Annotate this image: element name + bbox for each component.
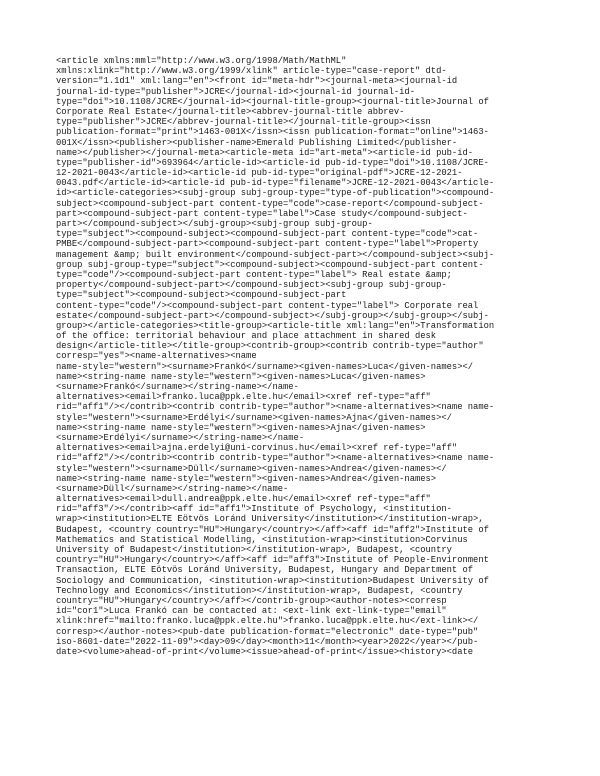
- xml-text-line: Sociology and Communication, <institution-wrap><institution>Budapest University of: [56, 575, 489, 586]
- xml-text-line: type="code"/><compound-subject-part content-type="label"> Real estate &amp;: [56, 269, 452, 280]
- xml-text-line: alternatives><email>ajna.erdelyi@uni-corvinus.hu</email><xref ref-type="aff": [56, 443, 458, 454]
- xml-text-line: id><article-categories><subj-group subj-group-type="type-of-publication"><compound-: [56, 188, 495, 199]
- xml-text-line: part></compound-subject></subj-group><subj-group subj-group-: [56, 219, 373, 229]
- xml-text-line: 12-2021-0043</article-id><article-id pub-id-type="original-pdf">JCRE-12-2021-: [56, 168, 463, 179]
- xml-text-line: content-type="code"/><compound-subject-part content-type="label"> Corporate real: [56, 300, 479, 311]
- xml-text-line: University of Budapest</institution></institution-wrap>, Budapest, <country: [56, 545, 452, 555]
- xml-text-line: style="western"><surname>Erdélyi</surname><given-names>Ajna</given-names></: [56, 412, 452, 423]
- xml-text-line: <article xmlns:mml="http://www.w3.org/1998/Math/MathML": [56, 56, 347, 66]
- xml-text-line: Corporate Real Estate</journal-title><abbrev-journal-title abbrev-: [56, 106, 405, 117]
- xml-text-line: part><compound-subject-part content-type="label">Case study</compound-subject-: [56, 208, 468, 219]
- xml-text-line: property</compound-subject-part></compound-subject><subj-group subj-group-: [56, 280, 447, 291]
- xml-text-line: journal-id-type="publisher">JCRE</journal-id><journal-id journal-id-: [56, 86, 415, 97]
- xml-text-line: type="publisher-id">693964</article-id><article-id pub-id-type="doi">10.1108/JCRE-: [56, 157, 489, 168]
- xml-text-line: xlink:href="mailto:franko.luca@ppk.elte.hu">franko.luca@ppk.elte.hu</ext-link></: [56, 616, 479, 627]
- xml-text-line: design</article-title></title-group><contrib-group><contrib contrib-type="author": [56, 341, 484, 352]
- xml-text-line: publication-format="print">1463-001X</issn><issn publication-format="online">1463-: [56, 127, 489, 138]
- xml-text-line: name><string-name name-style="western"><given-names>Andrea</given-names>: [56, 473, 437, 484]
- xml-text-line: iso-8601-date="2022-11-09"><day>09</day><month>11</month><year>2022</year></pub-: [56, 636, 479, 647]
- xml-text-line: 0043.pdf</article-id><article-id pub-id-type="filename">JCRE-12-2021-0043</article-: [56, 178, 495, 189]
- xml-text-line: <surname>Erdélyi</surname></string-name></name-: [56, 432, 305, 443]
- xml-text-line: PMBE</compound-subject-part><compound-subject-part content-type="label">Property: [56, 239, 479, 250]
- xml-text-line: Transaction, ELTE Eötvös Loránd University, Budapest, Hungary and Department of: [56, 565, 474, 576]
- xml-text-line: alternatives><email>franko.luca@ppk.elte.hu</email><xref ref-type="aff": [56, 392, 431, 403]
- xml-text-line: name></publisher></journal-meta><article-meta id="art-meta"><article-id pub-id-: [56, 147, 474, 158]
- xml-text-line: management &amp; built environment</compound-subject-part></compound-subject><subj-: [56, 249, 495, 260]
- xml-text-line: group subj-group-type="subject"><compound-subject><compound-subject-part content-: [56, 259, 484, 270]
- xml-text-line: type="subject"><compound-subject><compound-subject-part content-type="code">cat-: [56, 229, 479, 240]
- xml-text-line: Technology and Economics</institution></institution-wrap>, Budapest, <country: [56, 585, 463, 596]
- xml-text-line: of the office: territorial behaviour and place attachment in shared desk: [56, 331, 437, 342]
- xml-text-line: id="cor1">Luca Frankó can be contacted at: <ext-link ext-link-type="email": [56, 606, 447, 617]
- xml-text-line: <surname>Düll</surname></string-name></name-: [56, 483, 289, 494]
- xml-text-line: 001X</issn><publisher><publisher-name>Emerald Publishing Limited</publisher-: [56, 137, 458, 148]
- xml-text-line: rid="aff3"/></contrib><aff id="aff1">Institute of Psychology, <institution-: [56, 504, 452, 515]
- xml-text-line: wrap><institution>ELTE Eötvös Loránd University</institution></institution-wrap>,: [56, 514, 484, 525]
- xml-text-line: alternatives><email>dull.andrea@ppk.elte.hu</email><xref ref-type="aff": [56, 494, 431, 505]
- xml-text-line: xmlns:xlink="http://www.w3.org/1999/xlink" article-type="case-report" dtd-: [56, 66, 447, 77]
- xml-text-line: version="1.1d1" xml:lang="en"><front id="meta-hdr"><journal-meta><journal-id: [56, 76, 458, 87]
- xml-text-line: country="HU">Hungary</country></aff></contrib-group><author-notes><corresp: [56, 595, 447, 606]
- xml-text-line: Budapest, <country country="HU">Hungary</country></aff><aff id="aff2">Institute of: [56, 524, 489, 535]
- xml-text-line: name><string-name name-style="western"><given-names>Luca</given-names>: [56, 371, 426, 382]
- xml-text-line: name-style="western"><surname>Frankó</surname><given-names>Luca</given-names></: [56, 361, 474, 372]
- xml-text-line: country="HU">Hungary</country></aff><aff id="aff3">Institute of People-Environment: [56, 555, 489, 566]
- xml-text-line: name><string-name name-style="western"><given-names>Ajna</given-names>: [56, 422, 426, 433]
- xml-text-line: type="subject"><compound-subject><compound-subject-part: [56, 290, 347, 301]
- xml-text-line: style="western"><surname>Düll</surname><given-names>Andrea</given-names></: [56, 463, 447, 474]
- xml-text-line: date><volume>ahead-of-print</volume><issue>ahead-of-print</issue><history><date: [56, 646, 474, 657]
- xml-text-line: type="publisher">JCRE</abbrev-journal-title></journal-title-group><issn: [56, 117, 431, 128]
- xml-text-line: group></article-categories><title-group><article-title xml:lang="en">Transformation: [56, 320, 495, 331]
- xml-text-line: rid="aff1"/></contrib><contrib contrib-type="author"><name-alternatives><name name-: [56, 402, 495, 413]
- xml-text-line: subject><compound-subject-part content-type="code">case-report</compound-subject-: [56, 198, 484, 209]
- xml-text-line: estate</compound-subject-part></compound-subject></subj-group></subj-group></subj-: [56, 310, 489, 321]
- xml-source-text: [56, 56, 556, 657]
- xml-text-line: Mathematics and Statistical Modelling, <institution-wrap><institution>Corvinus: [56, 534, 468, 545]
- xml-text-line: corresp></author-notes><pub-date publication-format="electronic" date-type="pub": [56, 626, 479, 637]
- xml-text-line: corresp="yes"><name-alternatives><name: [56, 351, 257, 362]
- xml-text-line: rid="aff2"/></contrib><contrib contrib-type="author"><name-alternatives><name name-: [56, 453, 495, 464]
- xml-text-line: <surname>Frankó</surname></string-name></name-: [56, 382, 299, 392]
- xml-text-line: type="doi">10.1108/JCRE</journal-id><journal-title-group><journal-title>Journal of: [56, 96, 489, 107]
